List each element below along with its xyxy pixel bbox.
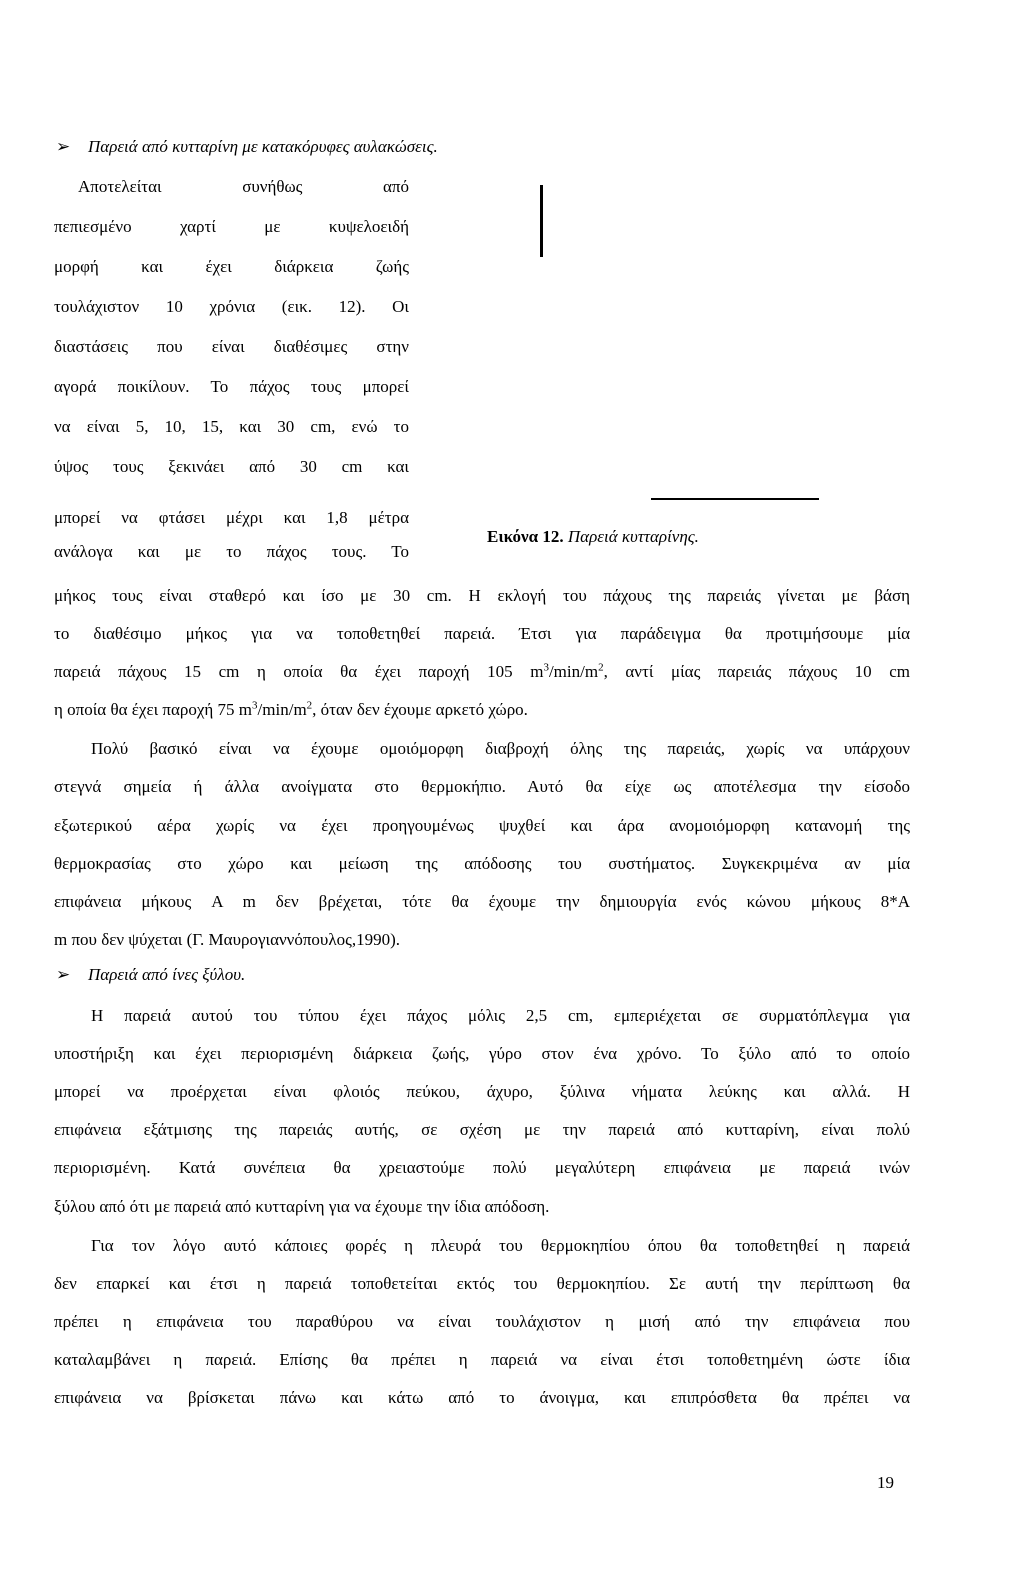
paragraph-line: η οποία θα έχει παροχή 75 $m^3/\min/m^2$, όταν δεν έχουμε αρκετό χώρο. [54,699,528,719]
column-line: μορφή και έχει διάρκεια ζωής [54,257,409,276]
figure-caption [487,526,699,548]
paragraph-line: επιφάνεια μήκους A m δεν βρέχεται, τότε θα έχουμε την δημιουργία ενός κώνου μήκους 8*A [54,892,910,911]
paragraph-line: Για τον λόγο αυτό κάποιες φορές η πλευρά του θερμοκηπίου όπου θα τοποθετηθεί η παρειά [91,1236,910,1255]
column-line: τουλάχιστον 10 χρόνια (εικ. 12). Οι [54,297,409,316]
section-heading-wood-fiber: Παρειά από ίνες ξύλου. [88,965,246,984]
column-line: Αποτελείται συνήθως από [78,177,409,196]
paragraph-line: στεγνά σημεία ή άλλα ανοίγματα στο θερμοκήπιο. Αυτό θα είχε ως αποτέλεσμα την είσοδο [54,777,910,796]
page-number: 19 [877,1473,894,1492]
paragraph-line: μήκος τους είναι σταθερό και ίσο με 30 cm. Η εκλογή του πάχους της παρειάς γίνεται με βάση [54,586,910,605]
paragraph-line: Η παρειά αυτού του τύπου έχει πάχος μόλις 2,5 cm, εμπεριέχεται σε συρματόπλεγμα για [91,1006,910,1025]
paragraph-line: εξωτερικού αέρα χωρίς να έχει προηγουμένως ψυχθεί και άρα ανομοιόμορφη κατανομή της [54,816,910,835]
paragraph-line: επιφάνεια να βρίσκεται πάνω και κάτω από το άνοιγμα, και επιπρόσθετα θα πρέπει να [54,1388,910,1407]
paragraph-line: το διαθέσιμο μήκος για να τοποθετηθεί παρειά. Έτσι για παράδειγμα θα προτιμήσουμε μία [54,624,910,643]
bullet-arrow-icon: ➢ [56,965,71,984]
column-line: διαστάσεις που είναι διαθέσιμες στην [54,337,409,356]
column-line: αγορά ποικίλουν. Το πάχος τους μπορεί [54,377,409,396]
paragraph-line: ξύλου από ότι με παρειά από κυτταρίνη για να έχουμε την ίδια απόδοση. [54,1197,550,1216]
paragraph-line: πρέπει η επιφάνεια του παραθύρου να είναι τουλάχιστον η μισή από την επιφάνεια που [54,1312,910,1331]
figure-rule [651,498,819,500]
figure-image-edge [540,185,543,257]
paragraph-line: περιορισμένη. Κατά συνέπεια θα χρειαστούμε πολύ μεγαλύτερη επιφάνεια με παρειά ινών [54,1158,910,1177]
paragraph-line: καταλαμβάνει η παρειά. Επίσης θα πρέπει η παρειά να είναι έτσι τοποθετημένη ώστε ίδια [54,1350,910,1369]
column-line: να είναι 5, 10, 15, και 30 cm, ενώ το [54,417,409,436]
paragraph-line: Πολύ βασικό είναι να έχουμε ομοιόμορφη διαβροχή όλης της παρειάς, χωρίς να υπάρχουν [91,739,910,758]
figure-label: Εικόνα 12. [487,527,564,546]
paragraph-line: επιφάνεια εξάτμισης της παρειάς αυτής, σε σχέση με την παρειά από κυτταρίνη, είναι πολύ [54,1120,910,1139]
paragraph-line: μπορεί να προέρχεται είναι φλοιός πεύκου, άχυρο, ξύλινα νήματα λεύκης και αλλά. Η [54,1082,910,1101]
column-line: πεπιεσμένο χαρτί με κυψελοειδή [54,217,409,236]
section-heading-cellulose: Παρειά από κυτταρίνη με κατακόρυφες αυλακώσεις. [88,137,438,156]
paragraph-line: θερμοκρασίας στο χώρο και μείωση της απόδοσης του συστήματος. Συγκεκριμένα αν μία [54,854,910,873]
bullet-arrow-icon: ➢ [56,137,71,156]
paragraph-line: παρειά πάχους 15 cm η οποία θα έχει παροχή 105 $m^3/\min/m^2$, αντί μίας παρειάς πάχους 10 cm [54,661,911,681]
paragraph-line: υποστήριξη και έχει περιορισμένη διάρκεια ζωής, γύρο στον ένα χρόνο. Το ξύλο από το οποίο [54,1044,910,1063]
column-line: μπορεί να φτάσει μέχρι και 1,8 μέτρα [54,508,409,527]
figure-title: Παρειά κυτταρίνης. [567,527,699,546]
paragraph-line: m που δεν ψύχεται (Γ. Μαυρογιαννόπουλος,1990). [54,930,400,949]
paragraph-line: δεν επαρκεί και έτσι η παρειά τοποθετείται εκτός του θερμοκηπίου. Σε αυτή την περίπτωση θα [54,1274,910,1293]
column-line: ανάλογα και με το πάχος τους. Το [54,542,409,561]
column-line: ύψος τους ξεκινάει από 30 cm και [54,457,409,476]
